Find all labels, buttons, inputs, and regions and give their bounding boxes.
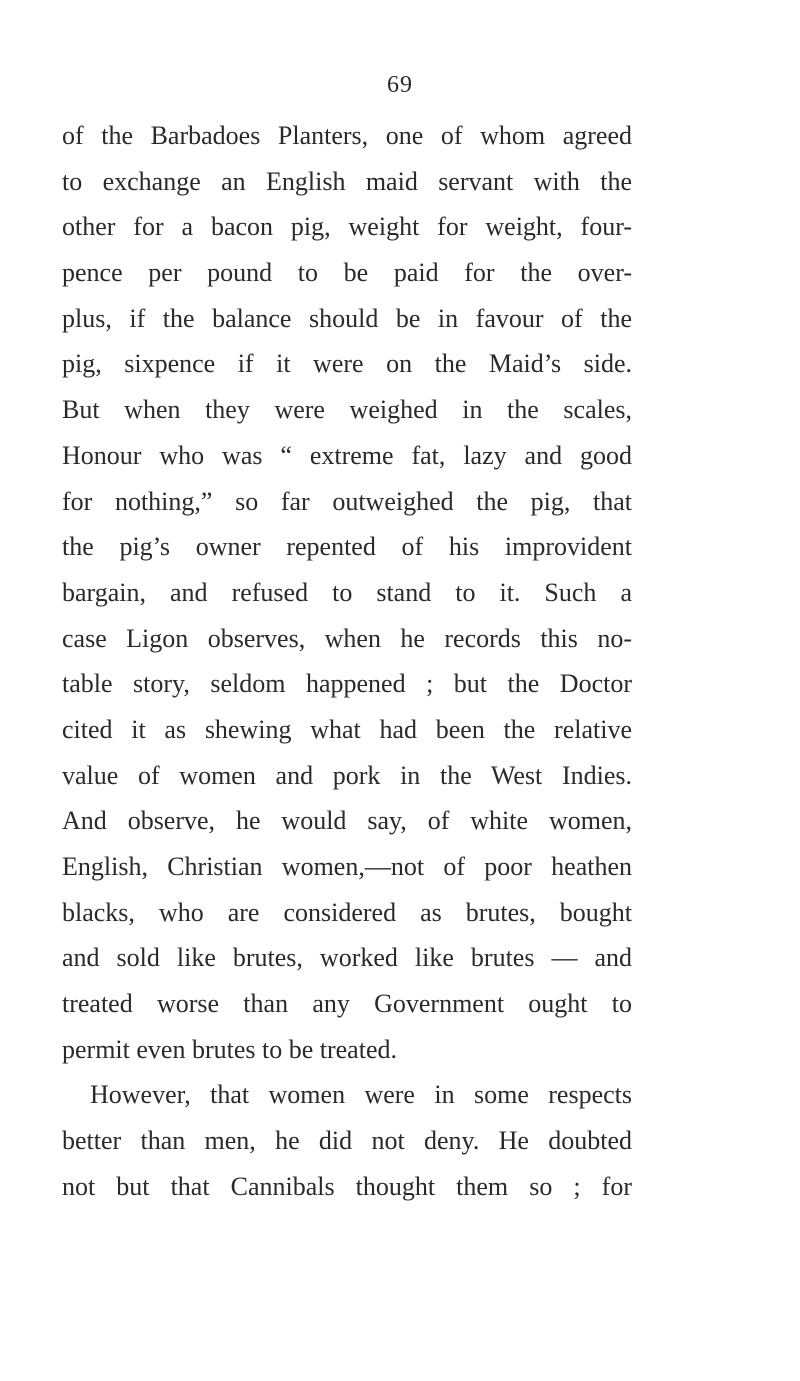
text-line: better than men, he did not deny. He doubted — [62, 1126, 632, 1156]
text-line: But when they were weighed in the scales, — [62, 395, 632, 425]
paragraph-start-line: However, that women were in some respects — [90, 1080, 632, 1110]
text-line: table story, seldom happened ; but the Doctor — [62, 669, 632, 699]
text-line: of the Barbadoes Planters, one of whom agreed — [62, 121, 632, 150]
body-text — [62, 113, 632, 1210]
text-line: blacks, who are considered as brutes, bought — [62, 897, 632, 927]
page-number: 69 — [387, 72, 413, 98]
text-line: pig, sixpence if it were on the Maid’s side. — [62, 349, 632, 379]
text-line: to exchange an English maid servant with the — [62, 166, 632, 196]
text-line: and sold like brutes, worked like brutes — and — [62, 943, 632, 973]
text-line: treated worse than any Government ought to — [62, 989, 632, 1019]
text-line: And observe, he would say, of white women, — [62, 806, 632, 836]
text-line: plus, if the balance should be in favour of the — [62, 303, 632, 333]
text-line: the pig’s owner repented of his improvident — [62, 532, 632, 562]
paragraph-end-line: permit even brutes to be treated. — [62, 1034, 397, 1064]
text-line: other for a bacon pig, weight for weight, four- — [62, 212, 632, 242]
text-line: not but that Cannibals thought them so ; for — [62, 1171, 632, 1201]
text-line: value of women and pork in the West Indies. — [62, 760, 632, 790]
text-line: English, Christian women,—not of poor heathen — [62, 852, 632, 881]
text-line: Honour who was “ extreme fat, lazy and good — [62, 440, 632, 470]
text-line: for nothing,” so far outweighed the pig, that — [62, 486, 632, 516]
text-line: case Ligon observes, when he records this no- — [62, 623, 632, 653]
text-line: pence per pound to be paid for the over- — [62, 258, 632, 288]
text-line: bargain, and refused to stand to it. Such a — [62, 577, 632, 607]
text-line: cited it as shewing what had been the relative — [62, 714, 632, 744]
